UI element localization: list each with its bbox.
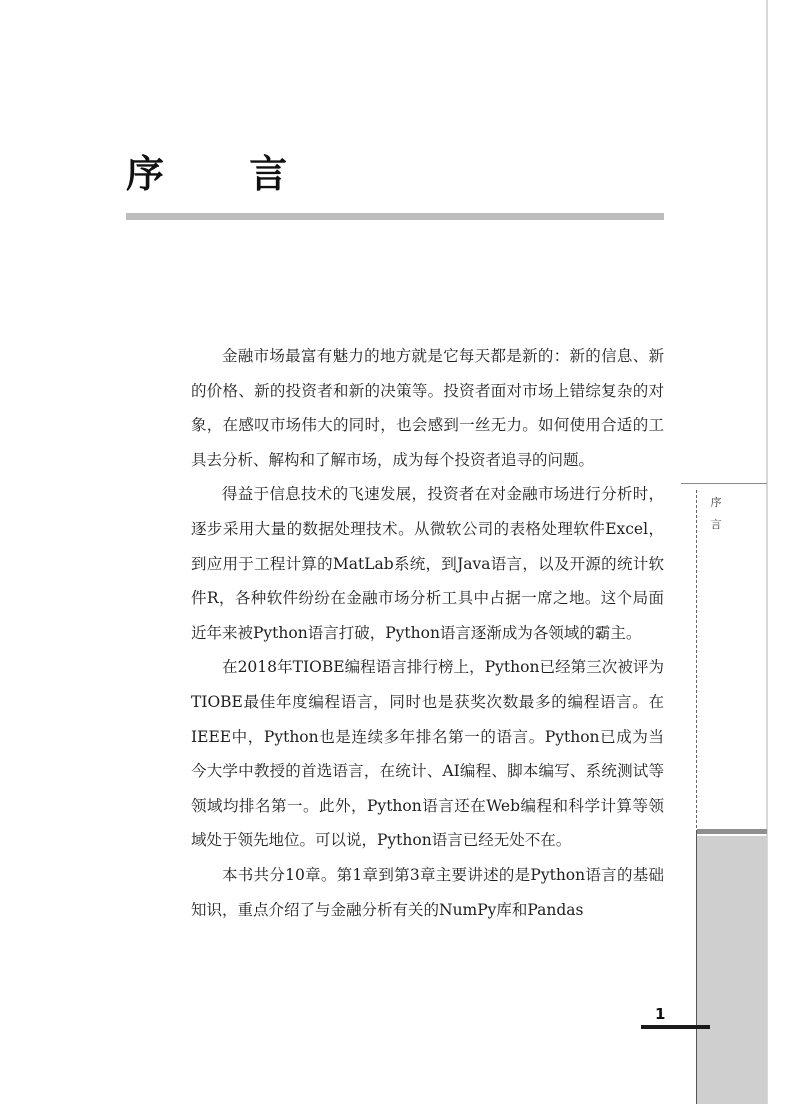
side-label-char-2: 言 [710, 518, 722, 531]
paragraph-4: 本书共分10章。第1章到第3章主要讲述的是Python语言的基础知识，重点介绍了与金融分析有关的NumPy库和Pandas [191, 865, 664, 919]
paragraph-1: 金融市场最富有魅力的地方就是它每天都是新的：新的信息、新的价格、新的投资者和新的决策等。投资者面对市场上错综复杂的对象，在感叹市场伟大的同时，也会感到一丝无力。如何使用合适的工具去分析、解构和了解市场，成为每个投资者追寻的问题。 [191, 347, 664, 469]
page-number-bar [641, 1025, 710, 1029]
paragraph-3: 在2018年TIOBE编程语言排行榜上，Python已经第三次被评为TIOBE最佳年度编程语言，同时也是获奖次数最多的编程语言。在IEEE中，Python也是连续多年排名第一的语言。Python已成为当今大学中教授的首选语言，在统计、AI编程、脚本编写、系统测试等领域均排名第一。此外，Python语言还在Web编程和科学计算等领域处于领先地位。可以说，Python语言已经无处不在。 [191, 658, 664, 850]
sidebar-top-rule [681, 483, 767, 484]
title-underline [126, 213, 664, 220]
side-label-char-1: 序 [710, 496, 722, 509]
chapter-title: 序 言 [126, 152, 324, 196]
sidebar-solid-divider [696, 830, 697, 1104]
sidebar-band-stripe [697, 829, 767, 834]
sidebar-dashed-divider [696, 490, 697, 828]
page-number: 1 [655, 1005, 666, 1023]
side-chapter-label [708, 492, 724, 536]
body-text [191, 339, 664, 927]
paragraph-2: 得益于信息技术的飞速发展，投资者在对金融市场进行分析时，逐步采用大量的数据处理技术。从微软公司的表格处理软件Excel，到应用于工程计算的MatLab系统，到Java语言，以及开源的统计软件R，各种软件纷纷在金融市场分析工具中占据一席之地。这个局面近年来被Python语言打破，Python语言逐渐成为各领域的霸主。 [191, 485, 664, 642]
sidebar-grey-block [697, 836, 767, 1104]
